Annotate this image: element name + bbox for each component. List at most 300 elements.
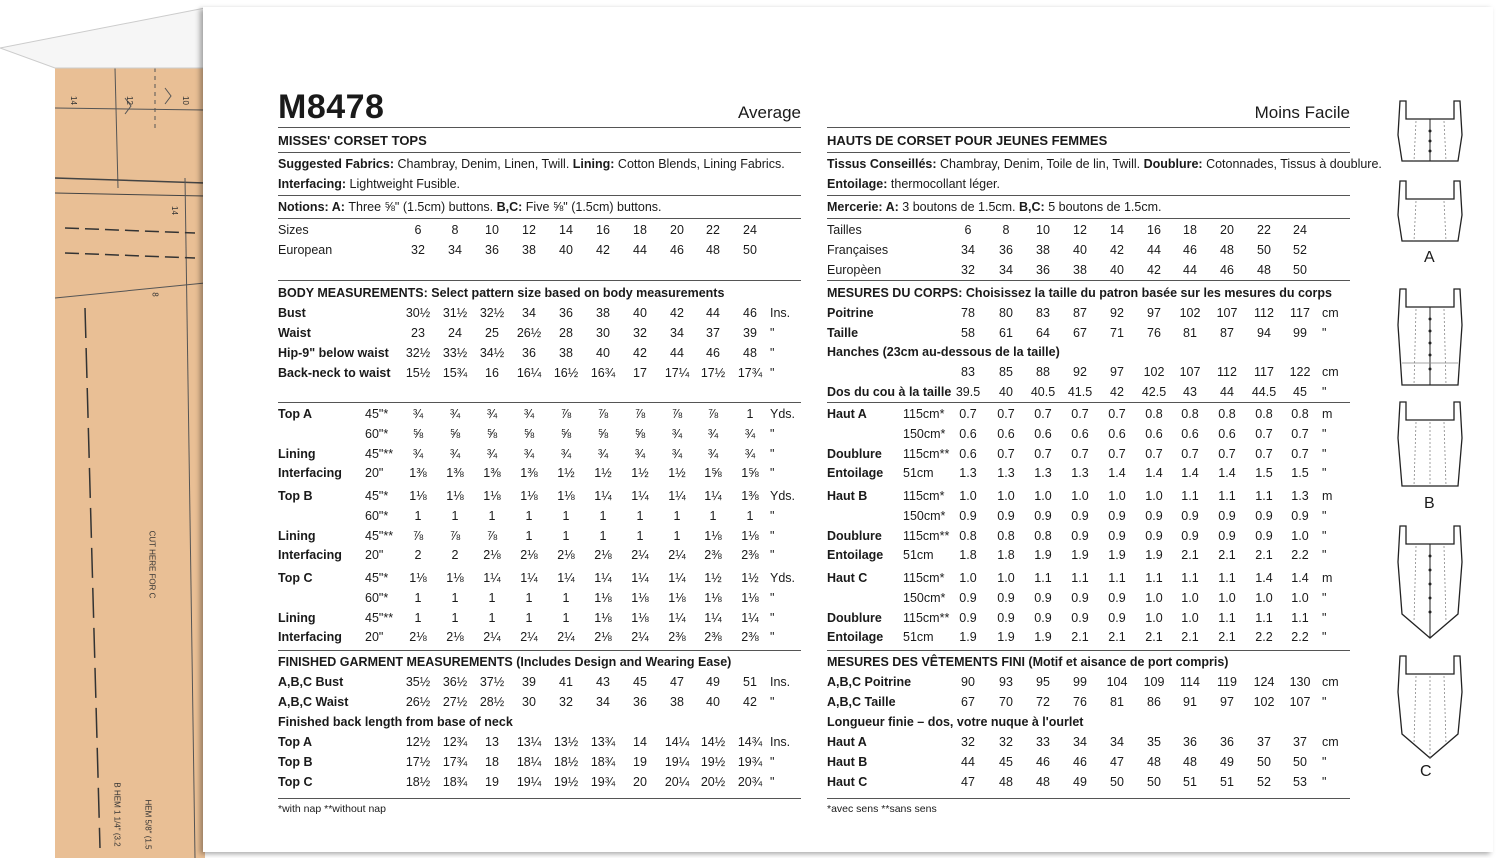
right-yardage_rows-value: 0.6 xyxy=(1108,427,1126,441)
left-yardage_rows-value: 1⅜ xyxy=(483,466,501,480)
left-finished_rows-value: 47 xyxy=(670,675,684,689)
left-body_rows-value: 32½ xyxy=(479,306,505,320)
left-yardage_rows-value: ¾ xyxy=(449,447,461,461)
right-back-neck-value: 40 xyxy=(999,385,1013,399)
right-yardage_rows-value: 0.7 xyxy=(1291,447,1309,461)
right-size_rows-value: 42 xyxy=(1147,263,1161,277)
left-size_rows-value: 50 xyxy=(743,243,757,257)
right-yardage_rows-value: 2.1 xyxy=(1108,630,1126,644)
left-yardage_rows-value: 2¼ xyxy=(631,548,649,562)
right-yardage_rows-value: 2.1 xyxy=(1255,548,1273,562)
right-body_rows-value: 112 xyxy=(1254,306,1274,320)
left-yardage_rows-value: 2¼ xyxy=(668,548,686,562)
left-back_rows-value: 19½ xyxy=(553,775,579,789)
right-back_rows-value: 48 xyxy=(1183,755,1197,769)
right-body_rows-value: 102 xyxy=(1179,306,1201,320)
right-back_rows-value: 50 xyxy=(1147,775,1161,789)
left-yardage_rows-value: 1 xyxy=(562,591,570,605)
right-yardage_rows-value: 1.1 xyxy=(1255,611,1273,625)
left-yardage_rows-value: 1⅛ xyxy=(594,611,612,625)
left-size_rows-value: 48 xyxy=(706,243,720,257)
left-yardage_rows-value: 1 xyxy=(562,509,570,523)
left-yardage_rows-value: 1 xyxy=(673,509,681,523)
left-yardage_rows-value: 1¼ xyxy=(557,571,575,585)
left-yardage_rows-value: 1 xyxy=(525,509,533,523)
right-yardage_rows-unit: " xyxy=(1322,466,1327,480)
left-yardage_rows-value: ⅞ xyxy=(486,529,498,543)
right-body_rows-value: 97 xyxy=(1147,306,1161,320)
left-back_rows-value: 18¼ xyxy=(516,755,542,769)
right-hip-value: 117 xyxy=(1254,365,1274,379)
left-back_rows-value: 19¾ xyxy=(590,775,616,789)
right-yardage_rows-width: 150cm* xyxy=(903,509,946,523)
right-finished_rows-value: 81 xyxy=(1110,695,1124,709)
left-size_rows-value: 12 xyxy=(522,223,536,237)
left-body_rows-unit: " xyxy=(770,346,775,360)
view-a-back-illustration xyxy=(1392,175,1468,247)
left-finished_rows-value: 41 xyxy=(559,675,573,689)
right-size_rows-value: 38 xyxy=(1073,263,1087,277)
tissue-mark-4: 8 xyxy=(150,292,160,297)
left-finished_rows-label: A,B,C Waist xyxy=(278,695,349,709)
left-body_rows-value: 40 xyxy=(596,346,610,360)
view-b-front-illustration xyxy=(1392,285,1468,391)
right-fabrics-text: Chambray, Denim, Toile de lin, Twill. xyxy=(940,157,1144,171)
right-finished_rows-value: 107 xyxy=(1289,695,1311,709)
left-yardage_rows-value: ⅝ xyxy=(560,427,572,441)
left-size_rows-value: 8 xyxy=(451,223,459,237)
right-yardage_rows-value: 2.1 xyxy=(1181,548,1199,562)
right-body_rows-value: 87 xyxy=(1073,306,1087,320)
left-yardage_rows-value: 1¼ xyxy=(668,571,686,585)
right-yardage_rows-value: 0.9 xyxy=(1218,529,1236,543)
left-back_rows-label: Top C xyxy=(278,775,313,789)
right-yardage_rows-label: Entoilage xyxy=(827,548,884,562)
left-yardage_rows-unit: Yds. xyxy=(770,489,796,503)
right-back_rows-value: 48 xyxy=(1147,755,1161,769)
right-yardage_rows-width: 115cm** xyxy=(903,529,950,543)
right-yardage_rows-value: 1.9 xyxy=(997,630,1015,644)
right-size_rows-value: 40 xyxy=(1073,243,1087,257)
left-back_rows-value: 17½ xyxy=(405,755,431,769)
right-yardage_rows-value: 0.9 xyxy=(997,611,1015,625)
right-yardage_rows-value: 0.9 xyxy=(1181,509,1199,523)
left-finished_rows-value: 42 xyxy=(743,695,757,709)
view-a-label: A xyxy=(1424,249,1435,266)
right-yardage_rows-value: 0.9 xyxy=(1034,509,1052,523)
right-yardage_rows-value: 0.6 xyxy=(1071,427,1089,441)
left-yardage_rows-value: ¾ xyxy=(671,447,683,461)
right-back_rows-value: 50 xyxy=(1257,755,1271,769)
right-rule-title xyxy=(827,152,1350,153)
left-notions-bc-text: Five ⅝" (1.5cm) buttons. xyxy=(525,200,662,214)
left-body_rows-unit: Ins. xyxy=(770,306,791,320)
left-yardage_rows-unit: " xyxy=(770,630,775,644)
right-yardage_rows-value: 0.9 xyxy=(997,591,1015,605)
right-rule-yardage xyxy=(827,650,1350,651)
left-yardage_rows-value: 1¼ xyxy=(704,489,722,503)
left-body_rows-value: 17 xyxy=(633,366,647,380)
right-yardage_rows-value: 0.9 xyxy=(959,591,977,605)
left-rule-top xyxy=(278,127,801,128)
right-yardage_rows-value: 2.1 xyxy=(1181,630,1199,644)
left-rule-fabrics xyxy=(278,195,801,196)
left-notions-a: A: xyxy=(331,200,349,214)
right-yardage_rows-value: 1.0 xyxy=(1145,591,1163,605)
right-yardage_rows-value: 0.9 xyxy=(997,509,1015,523)
left-yardage_rows-value: 1⅜ xyxy=(409,466,427,480)
right-yardage_rows-value: 0.9 xyxy=(1255,509,1273,523)
right-size_rows-value: 14 xyxy=(1110,223,1124,237)
right-yardage_rows-width: 150cm* xyxy=(903,591,946,605)
left-yardage_rows-value: 1 xyxy=(636,529,644,543)
right-yardage_rows-value: 0.6 xyxy=(1034,427,1052,441)
right-yardage_rows-value: 0.9 xyxy=(1291,509,1309,523)
right-yardage_rows-value: 1.0 xyxy=(1181,591,1199,605)
right-hip-value: 92 xyxy=(1073,365,1087,379)
left-finished_rows-unit: Ins. xyxy=(770,675,791,689)
left-yardage_rows-value: 1⅛ xyxy=(594,591,612,605)
right-back-neck-label: Dos du cou à la taille xyxy=(827,385,952,399)
left-size_rows-label: Sizes xyxy=(278,223,309,237)
right-yardage_rows-value: 1.0 xyxy=(1034,489,1052,503)
left-yardage_rows-value: 2⅛ xyxy=(446,630,464,644)
left-finished_rows-value: 45 xyxy=(633,675,647,689)
right-yardage_rows-value: 1.0 xyxy=(1291,591,1309,605)
left-yardage_rows-value: 1 xyxy=(488,611,496,625)
left-yardage_rows-value: 1⅛ xyxy=(741,591,759,605)
right-rule-top xyxy=(827,127,1350,128)
right-size_rows-value: 42 xyxy=(1110,243,1124,257)
right-yardage_rows-value: 0.9 xyxy=(1071,591,1089,605)
right-back_rows-value: 49 xyxy=(1220,755,1234,769)
right-yardage_rows-unit: " xyxy=(1322,611,1327,625)
right-body_rows-value: 58 xyxy=(961,326,975,340)
left-body_rows-value: 16¼ xyxy=(516,366,542,380)
right-yardage_rows-label: Haut C xyxy=(827,571,868,585)
left-body_rows-value: 17¼ xyxy=(664,366,690,380)
right-yardage_rows-value: 0.9 xyxy=(1108,509,1126,523)
left-yardage_rows-value: ¾ xyxy=(671,427,683,441)
envelope-flap xyxy=(0,0,210,80)
right-yardage_rows-label: Haut A xyxy=(827,407,867,421)
left-body_rows-value: 46 xyxy=(743,306,757,320)
right-back_rows-value: 52 xyxy=(1257,775,1271,789)
left-body_rows-value: 15½ xyxy=(405,366,431,380)
left-yardage_rows-value: ¾ xyxy=(449,407,461,421)
right-yardage_rows-value: 2.2 xyxy=(1291,548,1309,562)
right-body_rows-value: 67 xyxy=(1073,326,1087,340)
right-back_rows-value: 34 xyxy=(1110,735,1124,749)
left-body_rows-value: 32½ xyxy=(405,346,431,360)
right-size_rows-value: 34 xyxy=(961,243,975,257)
left-yardage_rows-value: 2⅛ xyxy=(520,548,538,562)
left-yardage_rows-value: 1⅛ xyxy=(483,489,501,503)
right-yardage_rows-value: 0.6 xyxy=(1145,427,1163,441)
right-yardage_rows-width: 51cm xyxy=(903,630,934,644)
right-yardage_rows-value: 1.8 xyxy=(959,548,977,562)
left-body_rows-value: 16¾ xyxy=(590,366,616,380)
right-notions xyxy=(827,200,1161,214)
left-yardage_rows-value: ¾ xyxy=(744,427,756,441)
left-yardage_rows-width: 45"** xyxy=(365,611,394,625)
left-body_rows-unit: " xyxy=(770,326,775,340)
left-yardage_rows-value: 1⅛ xyxy=(446,489,464,503)
left-body_rows-value: 44 xyxy=(706,306,720,320)
left-size_rows-value: 22 xyxy=(706,223,720,237)
right-body_rows-value: 71 xyxy=(1110,326,1124,340)
right-yardage_rows-value: 0.7 xyxy=(959,407,977,421)
right-finished_rows-value: 104 xyxy=(1106,675,1128,689)
left-finished_rows-value: 32 xyxy=(559,695,573,709)
right-notions-bc: B,C: xyxy=(1019,200,1049,214)
left-back_rows-value: 19 xyxy=(633,755,647,769)
left-yardage_rows-value: 1 xyxy=(525,611,533,625)
right-back-neck-value: 44 xyxy=(1220,385,1234,399)
right-yardage_rows-value: 2.2 xyxy=(1255,630,1273,644)
right-size_rows-label: Europèen xyxy=(827,263,882,277)
right-yardage_rows-value: 2.1 xyxy=(1218,548,1236,562)
left-yardage_rows-value: 1⅛ xyxy=(668,591,686,605)
right-size_rows-value: 16 xyxy=(1147,223,1161,237)
right-finished_rows-label: A,B,C Poitrine xyxy=(827,675,912,689)
right-size_rows-value: 38 xyxy=(1036,243,1050,257)
left-yardage_rows-value: 1⅛ xyxy=(520,489,538,503)
right-hip-value: 102 xyxy=(1143,365,1165,379)
right-finished_rows-value: 97 xyxy=(1220,695,1234,709)
left-difficulty: Average xyxy=(737,103,801,122)
left-yardage_rows-value: 2⅛ xyxy=(594,630,612,644)
left-yardage_rows-value: 2⅛ xyxy=(483,548,501,562)
left-yardage_rows-unit: " xyxy=(770,509,775,523)
right-back-neck-value: 40.5 xyxy=(1030,385,1056,399)
view-b-back-illustration xyxy=(1392,398,1468,492)
right-finished_rows-value: 76 xyxy=(1073,695,1087,709)
right-yardage_rows-value: 0.7 xyxy=(1255,447,1273,461)
right-back-neck-value: 43 xyxy=(1183,385,1197,399)
right-lining-text: Cotonnades, Tissus à doublure. xyxy=(1206,157,1382,171)
left-back-length-heading: Finished back length from base of neck xyxy=(278,715,513,729)
left-finished_rows-value: 30 xyxy=(522,695,536,709)
left-size_rows-value: 6 xyxy=(414,223,422,237)
left-yardage_rows-value: 1 xyxy=(414,611,422,625)
right-size_rows-value: 34 xyxy=(999,263,1013,277)
right-yardage_rows-value: 1.0 xyxy=(1218,591,1236,605)
left-back_rows-value: 18 xyxy=(485,755,499,769)
left-fabrics-text: Chambray, Denim, Linen, Twill. xyxy=(397,157,573,171)
right-yardage_rows-value: 0.9 xyxy=(1145,529,1163,543)
right-yardage_rows-value: 1.0 xyxy=(1145,611,1163,625)
left-title: MISSES' CORSET TOPS xyxy=(278,133,427,148)
left-yardage_rows-value: ⅝ xyxy=(486,427,498,441)
right-back_rows-value: 51 xyxy=(1183,775,1197,789)
left-back_rows-unit: " xyxy=(770,755,775,769)
left-back_rows-value: 20½ xyxy=(700,775,726,789)
right-yardage_rows-value: 1.1 xyxy=(1181,489,1199,503)
left-back_rows-value: 19¼ xyxy=(516,775,542,789)
right-fabrics-label: Tissus Conseillés: xyxy=(827,157,941,171)
right-yardage_rows-value: 0.6 xyxy=(959,427,977,441)
right-back_rows-value: 50 xyxy=(1293,755,1307,769)
right-finished_rows-unit: " xyxy=(1322,695,1327,709)
left-yardage_rows-value: ⅞ xyxy=(412,529,424,543)
right-yardage_rows-value: 1.0 xyxy=(959,489,977,503)
right-notions-a-text: 3 boutons de 1.5cm. xyxy=(902,200,1020,214)
left-body_rows-value: 40 xyxy=(633,306,647,320)
left-finished_rows-value: 51 xyxy=(743,675,757,689)
right-size_rows-value: 10 xyxy=(1036,223,1050,237)
right-back-neck-value: 45 xyxy=(1293,385,1307,399)
left-finished-heading: FINISHED GARMENT MEASUREMENTS (Includes Design and Wearing Ease) xyxy=(278,655,732,669)
right-hip-unit: cm xyxy=(1322,365,1339,379)
left-body_rows-value: 26½ xyxy=(516,326,542,340)
left-size_rows-value: 10 xyxy=(485,223,499,237)
left-yardage_rows-unit: " xyxy=(770,548,775,562)
right-body_rows-unit: cm xyxy=(1322,306,1339,320)
right-size_rows-value: 36 xyxy=(1036,263,1050,277)
left-yardage_rows-unit: " xyxy=(770,466,775,480)
right-yardage_rows-value: 1.1 xyxy=(1218,571,1236,585)
left-body_rows-value: 34 xyxy=(522,306,536,320)
left-finished_rows-value: 38 xyxy=(670,695,684,709)
right-body-heading: MESURES DU CORPS: Choisissez la taille du patron basée sur les mesures du corps xyxy=(827,286,1333,300)
left-yardage_rows-width: 20" xyxy=(365,466,384,480)
left-body_rows-value: 32 xyxy=(633,326,647,340)
left-yardage_rows-value: 1¼ xyxy=(594,571,612,585)
left-yardage_rows-value: 2⅜ xyxy=(704,630,722,644)
right-interfacing xyxy=(827,177,1000,191)
right-yardage_rows-value: 1.5 xyxy=(1255,466,1273,480)
left-size_rows-value: 42 xyxy=(596,243,610,257)
left-rule-notions xyxy=(278,218,801,219)
right-size_rows-value: 52 xyxy=(1293,243,1307,257)
right-back_rows-value: 49 xyxy=(1073,775,1087,789)
left-yardage_rows-value: ⅞ xyxy=(449,529,461,543)
left-yardage_rows-label: Top B xyxy=(278,489,313,503)
right-yardage_rows-width: 115cm** xyxy=(903,447,950,461)
left-yardage_rows-value: 1¼ xyxy=(483,571,501,585)
right-size_rows-value: 24 xyxy=(1293,223,1307,237)
left-back_rows-value: 13 xyxy=(485,735,499,749)
left-finished_rows-value: 43 xyxy=(596,675,610,689)
right-yardage_rows-value: 2.1 xyxy=(1071,630,1089,644)
tissue-mark-1: 12 xyxy=(124,96,134,105)
left-yardage_rows-value: 1 xyxy=(673,529,681,543)
left-rule-body xyxy=(278,402,801,403)
right-interfacing-label: Entoilage: xyxy=(827,177,891,191)
left-body_rows-value: 15¾ xyxy=(442,366,468,380)
left-yardage_rows-value: 1⅛ xyxy=(704,591,722,605)
tissue-mark-6: B HEM 1 1/4" (3.2 xyxy=(112,782,122,847)
left-yardage_rows-value: 1¼ xyxy=(631,489,649,503)
left-yardage_rows-label: Top C xyxy=(278,571,313,585)
right-yardage_rows-value: 1.3 xyxy=(1071,466,1089,480)
right-yardage_rows-value: 1.3 xyxy=(959,466,977,480)
right-body_rows-value: 94 xyxy=(1257,326,1271,340)
left-body_rows-value: 37 xyxy=(706,326,720,340)
right-yardage_rows-width: 51cm xyxy=(903,548,934,562)
left-yardage_rows-value: 1½ xyxy=(557,466,575,480)
tissue-mark-2: 10 xyxy=(180,96,190,105)
right-yardage_rows-value: 0.7 xyxy=(1034,447,1052,461)
right-size_rows-label: Tailles xyxy=(827,223,862,237)
left-back_rows-unit: Ins. xyxy=(770,735,791,749)
left-back_rows-value: 13¼ xyxy=(516,735,542,749)
right-yardage_rows-value: 0.7 xyxy=(1181,447,1199,461)
left-yardage_rows-value: ¾ xyxy=(707,447,719,461)
left-yardage_rows-value: 1 xyxy=(562,529,570,543)
right-size_rows-value: 36 xyxy=(999,243,1013,257)
right-back_rows-value: 32 xyxy=(999,735,1013,749)
left-yardage_rows-value: 2¼ xyxy=(557,630,575,644)
pattern-tissue xyxy=(55,68,205,858)
left-size_rows-value: 38 xyxy=(522,243,536,257)
left-body_rows-value: 39 xyxy=(743,326,757,340)
left-yardage_rows-width: 45"* xyxy=(365,407,389,421)
left-yardage_rows-value: 2⅜ xyxy=(741,548,759,562)
right-rule-fabrics xyxy=(827,195,1350,196)
right-yardage_rows-value: 1.0 xyxy=(1291,529,1309,543)
right-finished_rows-unit: cm xyxy=(1322,675,1339,689)
right-back_rows-value: 36 xyxy=(1220,735,1234,749)
left-body_rows-value: 16 xyxy=(485,366,499,380)
left-body_rows-label: Hip-9" below waist xyxy=(278,346,389,360)
left-rule-bottom xyxy=(278,798,801,799)
right-hip-value: 88 xyxy=(1036,365,1050,379)
right-finished_rows-value: 72 xyxy=(1036,695,1050,709)
left-fabrics xyxy=(278,157,785,171)
right-yardage_rows-value: 0.6 xyxy=(959,447,977,461)
right-finished_rows-value: 86 xyxy=(1147,695,1161,709)
right-interfacing-text: thermocollant léger. xyxy=(890,177,1000,191)
tissue-mark-0: 14 xyxy=(68,96,78,105)
left-yardage_rows-unit: " xyxy=(770,529,775,543)
right-finished_rows-value: 70 xyxy=(999,695,1013,709)
left-size_rows-value: 40 xyxy=(559,243,573,257)
left-finished_rows-value: 35½ xyxy=(405,675,431,689)
right-body_rows-value: 83 xyxy=(1036,306,1050,320)
right-yardage_rows-value: 0.8 xyxy=(1034,529,1052,543)
right-hip-value: 83 xyxy=(961,365,975,379)
left-size_rows-value: 14 xyxy=(559,223,573,237)
right-yardage_rows-value: 1.4 xyxy=(1255,571,1273,585)
right-yardage_rows-value: 1.9 xyxy=(1034,548,1052,562)
right-yardage_rows-value: 0.7 xyxy=(1108,447,1126,461)
right-yardage_rows-value: 0.9 xyxy=(1071,529,1089,543)
left-body_rows-label: Bust xyxy=(278,306,306,320)
left-size_rows-value: 34 xyxy=(448,243,462,257)
left-yardage_rows-unit: Yds. xyxy=(770,407,796,421)
right-finished_rows-value: 124 xyxy=(1253,675,1275,689)
left-yardage_rows-value: 2⅜ xyxy=(668,630,686,644)
left-yardage_rows-value: 1⅝ xyxy=(741,466,759,480)
right-back-neck-value: 42.5 xyxy=(1141,385,1167,399)
left-body_rows-value: 24 xyxy=(448,326,462,340)
left-interfacing-label: Interfacing: xyxy=(278,177,350,191)
right-body_rows-value: 92 xyxy=(1110,306,1124,320)
right-yardage_rows-value: 2.1 xyxy=(1218,630,1236,644)
left-yardage_rows-value: 1⅛ xyxy=(446,571,464,585)
left-rule-title xyxy=(278,152,801,153)
right-yardage_rows-value: 0.9 xyxy=(959,509,977,523)
left-yardage_rows-value: 1⅜ xyxy=(520,466,538,480)
right-back_rows-value: 51 xyxy=(1220,775,1234,789)
left-interfacing xyxy=(278,177,460,191)
right-yardage_rows-value: 0.8 xyxy=(1255,407,1273,421)
left-finished_rows-value: 36½ xyxy=(442,675,468,689)
right-yardage_rows-value: 1.1 xyxy=(1218,489,1236,503)
left-body_rows-value: 36 xyxy=(522,346,536,360)
